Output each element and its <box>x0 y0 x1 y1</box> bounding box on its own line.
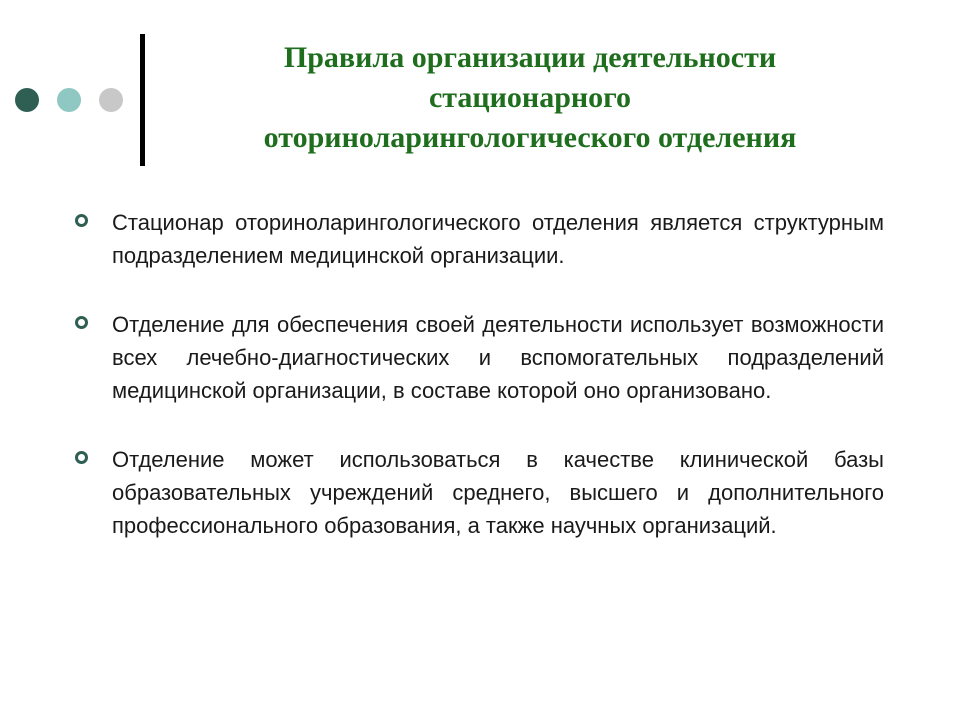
ring-bullet-icon <box>75 316 88 329</box>
bullet-item <box>72 206 884 272</box>
bullet-item <box>72 308 884 407</box>
bullet-text: Отделение может использоваться в качестве клинической базы образовательных учреждений среднего, высшего и дополнительного профессионального образования, а также научных организаций. <box>112 447 884 538</box>
title-line: Правила организации деятельности <box>283 41 777 74</box>
teal-dot-icon <box>57 88 81 112</box>
slide-title <box>180 38 880 158</box>
gray-dot-icon <box>99 88 123 112</box>
bullet-item <box>72 443 884 542</box>
bullet-text: Стационар оториноларингологического отделения является структурным подразделением медицинской организации. <box>112 210 884 268</box>
bullet-list <box>72 206 884 578</box>
bullet-text: Отделение для обеспечения своей деятельности использует возможности всех лечебно-диагностических и вспомогательных подразделений медицинской организации, в составе которой оно организовано. <box>112 312 884 403</box>
ring-bullet-icon <box>75 451 88 464</box>
ring-bullet-icon <box>75 214 88 227</box>
dark-dot-icon <box>15 88 39 112</box>
title-line: стационарного <box>428 81 632 114</box>
decorative-dots <box>15 88 125 112</box>
title-line: оториноларингологического отделения <box>263 121 797 154</box>
title-divider <box>140 34 145 166</box>
